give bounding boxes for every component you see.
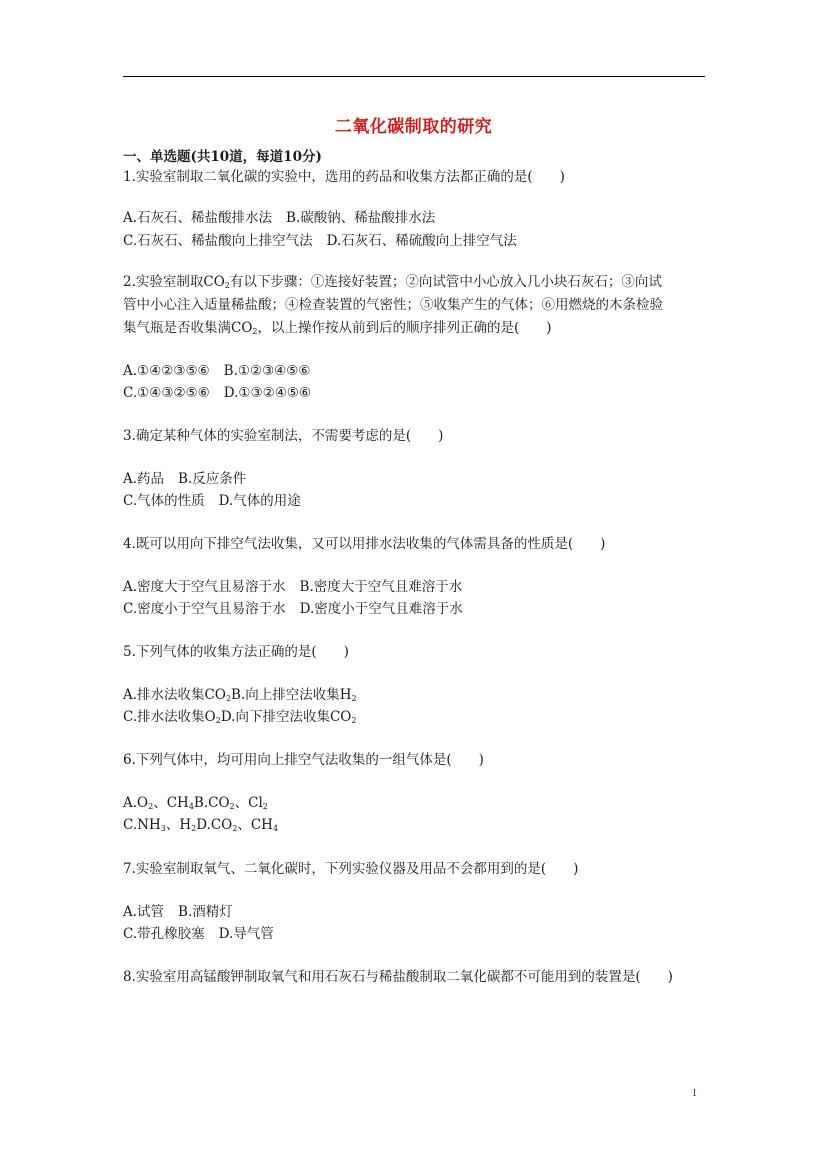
option-5b-subscript: 2 [351, 694, 357, 703]
option-1a: A.石灰石、稀盐酸排水法 [123, 210, 273, 226]
question-3-options-row-2 [123, 492, 301, 510]
option-1c: C.石灰石、稀盐酸向上排空气法 [123, 233, 313, 249]
page-title: 二氧化碳制取的研究 [334, 117, 493, 137]
option-4d: D.密度小于空气且难溶于水 [299, 601, 463, 617]
q2-text: ，以上操作按从前到后的顺序排列正确的是( ) [257, 320, 552, 336]
option-7d: D.导气管 [218, 926, 274, 942]
question-2-options-row-2 [123, 384, 311, 402]
question-6-options-row-1 [123, 794, 268, 812]
option-2c: C.①④③②⑤⑥ [123, 385, 210, 401]
question-4-options-row-1 [123, 578, 462, 596]
option-5d: D.向下排空法收集CO [220, 709, 352, 725]
option-4a: A.密度大于空气且易溶于水 [123, 579, 286, 595]
question-5-options-row-1 [123, 686, 357, 704]
option-5a-subscript: 2 [225, 694, 232, 703]
formula-subscript: 2 [148, 802, 154, 811]
formula-subscript: 3 [160, 824, 166, 833]
option-3b: B.反应条件 [178, 471, 247, 487]
question-7-options-row-1 [123, 903, 233, 921]
formula-subscript: 4 [188, 802, 194, 811]
question-2-stem-line-3 [123, 319, 552, 337]
option-6c-part: 、H [165, 817, 192, 833]
option-6b: B.CO [193, 795, 230, 811]
question-8-stem: 8.实验室用高锰酸钾制取氧气和用石灰石与稀盐酸制取二氧化碳都不可能用到的装置是( ) [123, 969, 673, 985]
option-6d-part: 、CH [237, 817, 273, 833]
option-1d: D.石灰石、稀硫酸向上排空气法 [326, 233, 517, 249]
option-6c: C.NH [123, 817, 161, 833]
option-6a-part: 、CH [153, 795, 189, 811]
formula-subscript: 4 [272, 824, 279, 833]
formula-subscript: 2 [229, 802, 235, 811]
q2-text: 有以下步骤：①连接好装置；②向试管中小心放入几小块石灰石；③向试 [229, 274, 662, 290]
question-2-options-row-1 [123, 362, 310, 380]
option-6a: A.O [123, 795, 149, 811]
formula-subscript: 2 [232, 824, 238, 833]
question-6-options-row-2 [123, 816, 278, 834]
question-1-options-row-1 [123, 209, 435, 227]
option-3c: C.气体的性质 [123, 493, 205, 509]
question-3-stem: 3.确定某种气体的实验室制法，不需要考虑的是( ) [123, 428, 444, 444]
option-2b: B.①②③④⑤⑥ [223, 363, 311, 379]
option-7c: C.带孔橡胶塞 [123, 926, 205, 942]
question-2-stem-line-2: 管中小心注入适量稀盐酸；④检查装置的气密性；⑤收集产生的气体；⑥用燃烧的木条检验 [123, 297, 663, 313]
q2-text: 集气瓶是否收集满CO [123, 320, 253, 336]
question-7-stem: 7.实验室制取氧气、二氧化碳时，下列实验仪器及用品不会都用到的是( ) [123, 861, 579, 877]
question-6-stem: 6.下列气体中，均可用向上排空气法收集的一组气体是( ) [123, 752, 484, 768]
option-7b: B.酒精灯 [178, 904, 233, 920]
question-5-options-row-2 [123, 708, 356, 726]
option-3d: D.气体的用途 [218, 493, 301, 509]
q2-subscript: 2 [252, 327, 258, 336]
option-2d: D.①③②④⑤⑥ [223, 385, 312, 401]
option-5c: C.排水法收集O [123, 709, 216, 725]
question-4-stem: 4.既可以用向下排空气法收集，又可以用排水法收集的气体需具备的性质是( ) [123, 536, 606, 552]
question-5-stem: 5.下列气体的收集方法正确的是( ) [123, 644, 349, 660]
question-3-options-row-1 [123, 470, 246, 488]
question-1-options-row-2 [123, 232, 517, 250]
section-heading: 一、单选题(共10道，每道10分) [123, 149, 322, 165]
q2-text: 2.实验室制取CO [123, 274, 225, 290]
option-5b: B.向上排空法收集H [231, 687, 352, 703]
option-4c: C.密度小于空气且易溶于水 [123, 601, 286, 617]
header-rule [123, 76, 705, 77]
option-1b: B.碳酸钠、稀盐酸排水法 [286, 210, 436, 226]
question-7-options-row-2 [123, 925, 274, 943]
option-2a: A.①④②③⑤⑥ [123, 363, 210, 379]
formula-subscript: 2 [191, 824, 197, 833]
formula-subscript: 2 [262, 802, 268, 811]
option-7a: A.试管 [123, 904, 165, 920]
option-4b: B.密度大于空气且难溶于水 [299, 579, 463, 595]
option-5d-subscript: 2 [351, 716, 357, 725]
question-2-stem-line-1 [123, 273, 662, 291]
option-5a: A.排水法收集CO [123, 687, 226, 703]
option-3a: A.药品 [123, 471, 165, 487]
question-1-stem: 1.实验室制取二氧化碳的实验中，选用的药品和收集方法都正确的是( ) [123, 169, 565, 185]
question-4-options-row-2 [123, 600, 463, 618]
option-6b-part: 、Cl [234, 795, 263, 811]
option-5c-subscript: 2 [215, 716, 221, 725]
option-6d: D.CO [196, 817, 233, 833]
q2-subscript: 2 [224, 281, 230, 290]
page-number: 1 [692, 1088, 697, 1099]
